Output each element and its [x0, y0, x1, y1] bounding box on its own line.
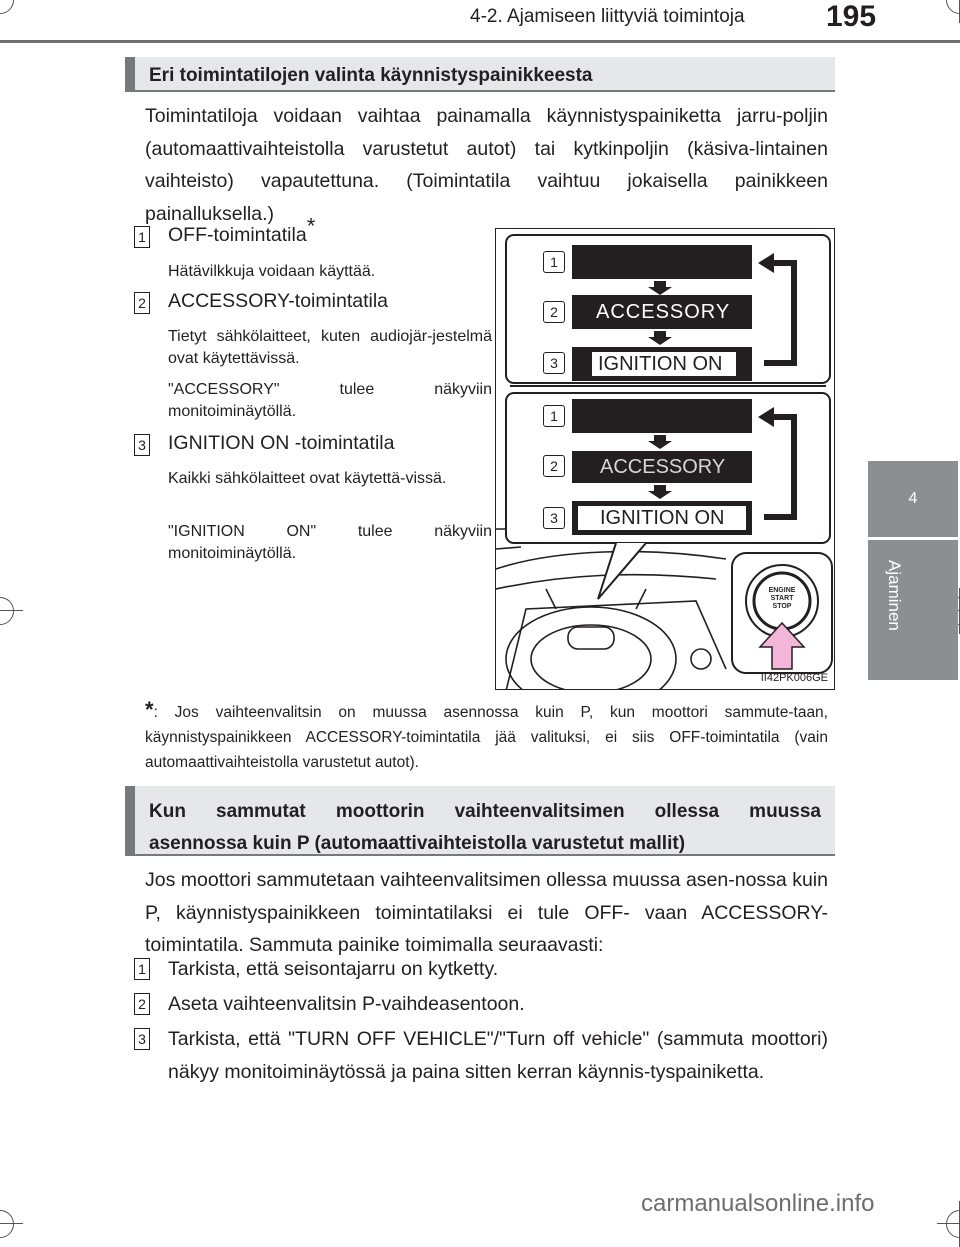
engine-start-stop-label: ENGINE START STOP	[768, 587, 796, 610]
item-title: ACCESSORY-toimintatila	[168, 290, 389, 312]
item-description: Hätävilkkuja voidaan käyttää.	[168, 263, 376, 280]
callout-number: 3	[543, 507, 565, 529]
crop-mark	[0, 597, 14, 625]
item-description: "IGNITION ON" tulee näkyviin monitoiminäytöllä.	[168, 523, 492, 562]
section-intro: Jos moottori sammutetaan vaihteenvalitsimen ollessa muussa asen-nossa kuin P, käynnistyspainikkeen toimintatilaksi ei tule OFF- vaan ACCESSORY-toimintatila. Sammuta painike toimimalla seuraavasti:	[145, 869, 828, 956]
crop-mark	[946, 1210, 960, 1238]
footnote: *: Jos vaihteenvalitsin on muussa asennossa kuin P, kun moottori sammute-taan, käynnistyspainikkeen ACCESSORY-toimintatila jää valituksi, ei siis OFF-toimintatila (vain automaattivaihteistolla varustetut autot).	[145, 697, 828, 771]
item-title: OFF-toimintatila*	[168, 213, 316, 246]
section-heading: Eri toimintatilojen valinta käynnistyspainikkeesta	[125, 57, 835, 92]
figure-code: II42PK006GE	[760, 672, 828, 684]
header-rule	[0, 40, 960, 43]
step-text: Aseta vaihteenvalitsin P-vaihdeasentoon.	[168, 993, 525, 1015]
step-number-badge: 2	[134, 993, 150, 1015]
item-description: "ACCESSORY" tulee näkyviin monitoiminäytöllä.	[168, 381, 492, 420]
item-title: IGNITION ON -toimintatila	[168, 432, 395, 454]
step-number-badge: 3	[134, 1028, 150, 1050]
section-heading: Kun sammutat moottorin vaihteenvalitsimen ollessa muussa asennossa kuin P (automaattivaihteistolla varustetut mallit)	[125, 786, 835, 856]
running-header: 4-2. Ajamiseen liittyviä toimintoja	[470, 6, 745, 27]
step-text: Tarkista, että "TURN OFF VEHICLE"/"Turn off vehicle" (sammuta moottori) näkyy monitoiminäytössä ja paina sitten kerran käynnis-tyspainiketta.	[168, 1028, 828, 1083]
display-off	[572, 245, 752, 279]
item-description: Kaikki sähkölaitteet ovat käytettä-vissä.	[168, 470, 447, 487]
callout-number: 1	[543, 405, 565, 427]
display-accessory-label: ACCESSORY	[596, 301, 731, 323]
callout-number: 3	[543, 352, 565, 374]
display-ignition-label-2: IGNITION ON	[600, 507, 725, 529]
item-number-badge: 2	[134, 292, 150, 314]
section-intro: Toimintatiloja voidaan vaihtaa painamalla käynnistyspainiketta jarru-poljin (automaattivaihteistolla varustetut autot) tai kytkinpoljin (käsiva-lintainen vaihteisto) vapautettuna. (Toimintatila vaihtuu jokaisella painikkeen painalluksella.)	[145, 105, 828, 225]
callout-number: 1	[543, 251, 565, 273]
step-number-badge: 1	[134, 958, 150, 980]
watermark: carmanualsonline.info	[641, 1190, 875, 1217]
callout-number: 2	[543, 455, 565, 477]
display-off-2	[572, 399, 752, 433]
step-text: Tarkista, että seisontajarru on kytketty.	[168, 958, 499, 980]
page-number: 195	[826, 0, 877, 33]
crop-mark	[0, 0, 14, 14]
crop-mark	[946, 0, 960, 14]
chapter-number: 4	[908, 490, 918, 507]
item-number-badge: 3	[134, 434, 150, 456]
item-number-badge: 1	[134, 226, 150, 248]
chapter-label: Ajaminen	[885, 560, 904, 631]
ignition-mode-figure	[495, 228, 835, 690]
callout-number: 2	[543, 301, 565, 323]
dashboard-drawing	[496, 529, 726, 690]
display-ignition-label: IGNITION ON	[598, 353, 723, 375]
crop-mark	[0, 1210, 14, 1238]
item-description: Tietyt sähkölaitteet, kuten audiojär-jestelmä ovat käytettävissä.	[168, 328, 492, 367]
display-accessory-label-2: ACCESSORY	[600, 456, 726, 478]
